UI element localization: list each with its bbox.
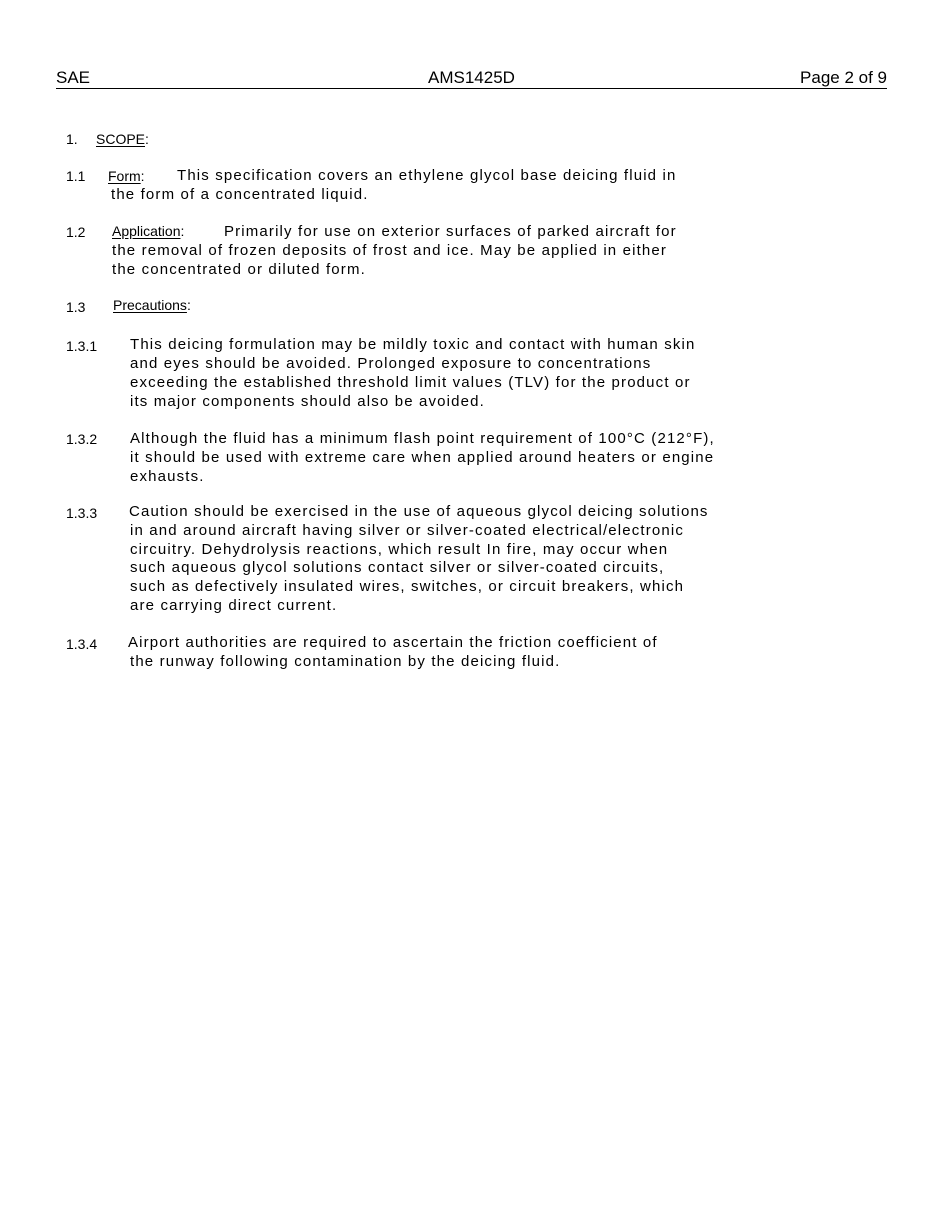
section-title-text: SCOPE xyxy=(96,131,146,147)
section-title xyxy=(96,131,149,147)
body-line: such aqueous glycol solutions contact silver or silver-coated circuits, xyxy=(130,559,665,576)
title-colon: : xyxy=(140,168,145,184)
body-line: Although the fluid has a minimum flash point requirement of 100°C (212°F), xyxy=(130,430,715,447)
body-line: the concentrated or diluted form. xyxy=(112,261,366,278)
title-colon: : xyxy=(145,131,149,147)
header-page-number: Page 2 of 9 xyxy=(800,68,887,87)
body-line: This specification covers an ethylene glycol base deicing fluid in xyxy=(177,167,677,184)
section-number: 1.3.3 xyxy=(66,505,98,521)
body-line: it should be used with extreme care when applied around heaters or engine xyxy=(130,449,715,466)
section-title-text: Precautions xyxy=(113,297,187,313)
section-title xyxy=(113,297,191,313)
body-line: are carrying direct current. xyxy=(130,597,338,614)
page-header xyxy=(56,68,887,89)
section-number: 1. xyxy=(66,131,78,147)
body-line: the form of a concentrated liquid. xyxy=(111,186,369,203)
body-line: the runway following contamination by the deicing fluid. xyxy=(130,653,561,670)
section-title xyxy=(112,223,184,239)
section-number: 1.1 xyxy=(66,168,86,184)
body-line: This deicing formulation may be mildly toxic and contact with human skin xyxy=(130,336,696,353)
body-line: in and around aircraft having silver or silver-coated electrical/electronic xyxy=(130,522,684,539)
body-line: Primarily for use on exterior surfaces of parked aircraft for xyxy=(224,223,677,240)
body-line: Caution should be exercised in the use of aqueous glycol deicing solutions xyxy=(129,503,709,520)
body-line: such as defectively insulated wires, switches, or circuit breakers, which xyxy=(130,578,685,595)
section-number: 1.3.4 xyxy=(66,636,98,652)
section-number: 1.3 xyxy=(66,299,86,315)
section-number: 1.2 xyxy=(66,224,86,240)
header-org: SAE xyxy=(56,68,91,87)
title-colon: : xyxy=(186,297,191,313)
body-line: its major components should also be avoided. xyxy=(130,393,485,410)
body-line: and eyes should be avoided. Prolonged exposure to concentrations xyxy=(130,355,652,372)
section-title xyxy=(108,168,145,184)
title-colon: : xyxy=(180,223,185,239)
body-line: Airport authorities are required to ascertain the friction coefficient of xyxy=(128,634,658,651)
section-number: 1.3.2 xyxy=(66,431,98,447)
body-line: circuitry. Dehydrolysis reactions, which result In fire, may occur when xyxy=(130,541,669,558)
body-line: exhausts. xyxy=(130,468,205,485)
section-title-text: Form xyxy=(108,168,141,184)
section-number: 1.3.1 xyxy=(66,338,98,354)
body-line: exceeding the established threshold limit values (TLV) for the product or xyxy=(130,374,691,391)
header-doc-number: AMS1425D xyxy=(428,68,515,87)
body-line: the removal of frozen deposits of frost and ice. May be applied in either xyxy=(112,242,668,259)
section-title-text: Application xyxy=(112,223,181,239)
